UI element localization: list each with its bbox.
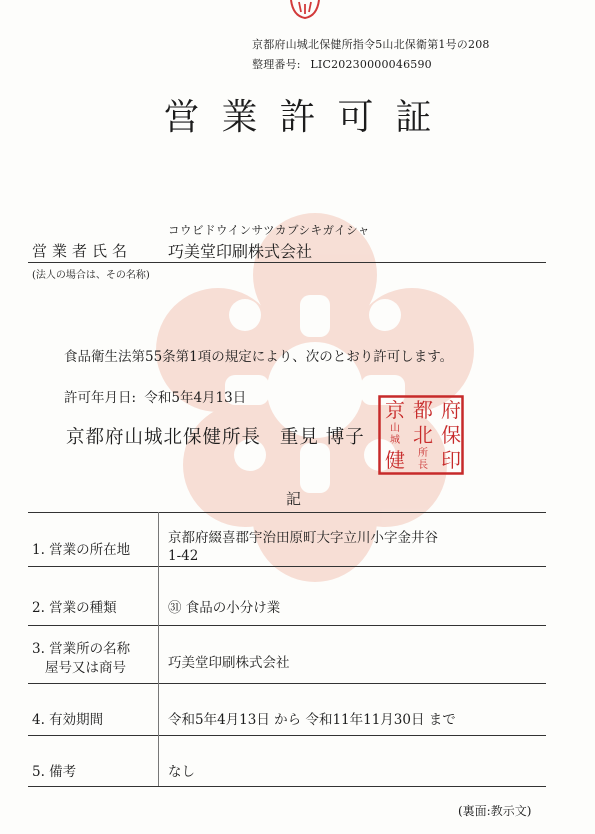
seal-char: 都 [413, 398, 433, 422]
item-value-validity: 令和5年4月13日 から 令和11年11月30日 まで [168, 712, 456, 728]
seal-char [409, 448, 437, 473]
seal-char: 印 [441, 448, 461, 472]
ki-marker: 記 [286, 490, 302, 508]
designation-number: 京都府山城北保健所指令5山北保衛第1号の208 [252, 38, 490, 51]
issuer-line [66, 423, 365, 449]
location-line-2: 1-42 [168, 548, 199, 564]
seal-characters [378, 395, 464, 475]
seal-char: 山 [390, 423, 400, 434]
official-seal [378, 395, 464, 475]
seal-char: 北 [413, 423, 433, 447]
table-column-divider [158, 512, 159, 786]
issuer-name: 重見 博子 [279, 427, 365, 448]
operator-name-kana: コウビドウインサツカブシキガイシャ [168, 223, 370, 237]
location-line-1: 京都府綴喜郡宇治田原町大字立川小字金井谷 [168, 530, 438, 546]
issuer-office: 京都府山城北保健所長 [66, 427, 262, 448]
table-top-line [28, 512, 546, 513]
seal-char: 長 [418, 460, 428, 471]
table-row-line [28, 683, 546, 684]
item-label-business-type: 2. 営業の種類 [32, 600, 117, 616]
seal-char: 府 [441, 398, 461, 422]
item-value-business-name: 巧美堂印刷株式会社 [168, 655, 290, 671]
table-row-line [28, 735, 546, 736]
permit-date-row [64, 386, 246, 406]
table-bottom-line [28, 786, 546, 787]
item-label-validity: 4. 有効期間 [32, 712, 104, 728]
reverse-side-note: (裏面:教示文) [458, 804, 532, 818]
permit-date-value: 令和5年4月13日 [144, 390, 247, 406]
seal-char: 所 [418, 448, 428, 459]
item-value-location [168, 529, 438, 565]
item-value-business-type: ㉛ 食品の小分け業 [168, 600, 281, 616]
seal-char [381, 423, 409, 448]
permission-statement: 食品衛生法第55条第1項の規定により、次のとおり許可します。 [64, 349, 454, 365]
permit-date-label: 許可年月日: [64, 390, 137, 406]
operator-name: 巧美堂印刷株式会社 [168, 242, 313, 261]
business-name-label-2: 屋号又は商号 [45, 660, 126, 676]
reference-label: 整理番号: [252, 58, 301, 71]
seal-char: 京 [385, 398, 405, 422]
item-value-remarks: なし [168, 764, 195, 780]
seal-char: 城 [390, 435, 400, 446]
seal-char: 健 [385, 448, 405, 472]
reference-number: LIC20230000046590 [310, 58, 432, 71]
seal-char: 保 [441, 423, 461, 447]
operator-underline [28, 262, 546, 263]
item-label-remarks: 5. 備考 [32, 764, 77, 780]
operator-note: (法人の場合は、その名称) [32, 270, 150, 281]
table-row-line [28, 566, 546, 567]
item-label-location: 1. 営業の所在地 [32, 542, 131, 558]
business-name-label-1: 3. 営業所の名称 [32, 641, 131, 657]
table-row-line [28, 625, 546, 626]
operator-label: 営業者氏名 [32, 242, 133, 260]
reference-number-row [252, 56, 432, 72]
document-title: 営業許可証 [163, 97, 454, 138]
item-label-business-name [32, 640, 130, 678]
top-seal-mark [287, 0, 323, 24]
